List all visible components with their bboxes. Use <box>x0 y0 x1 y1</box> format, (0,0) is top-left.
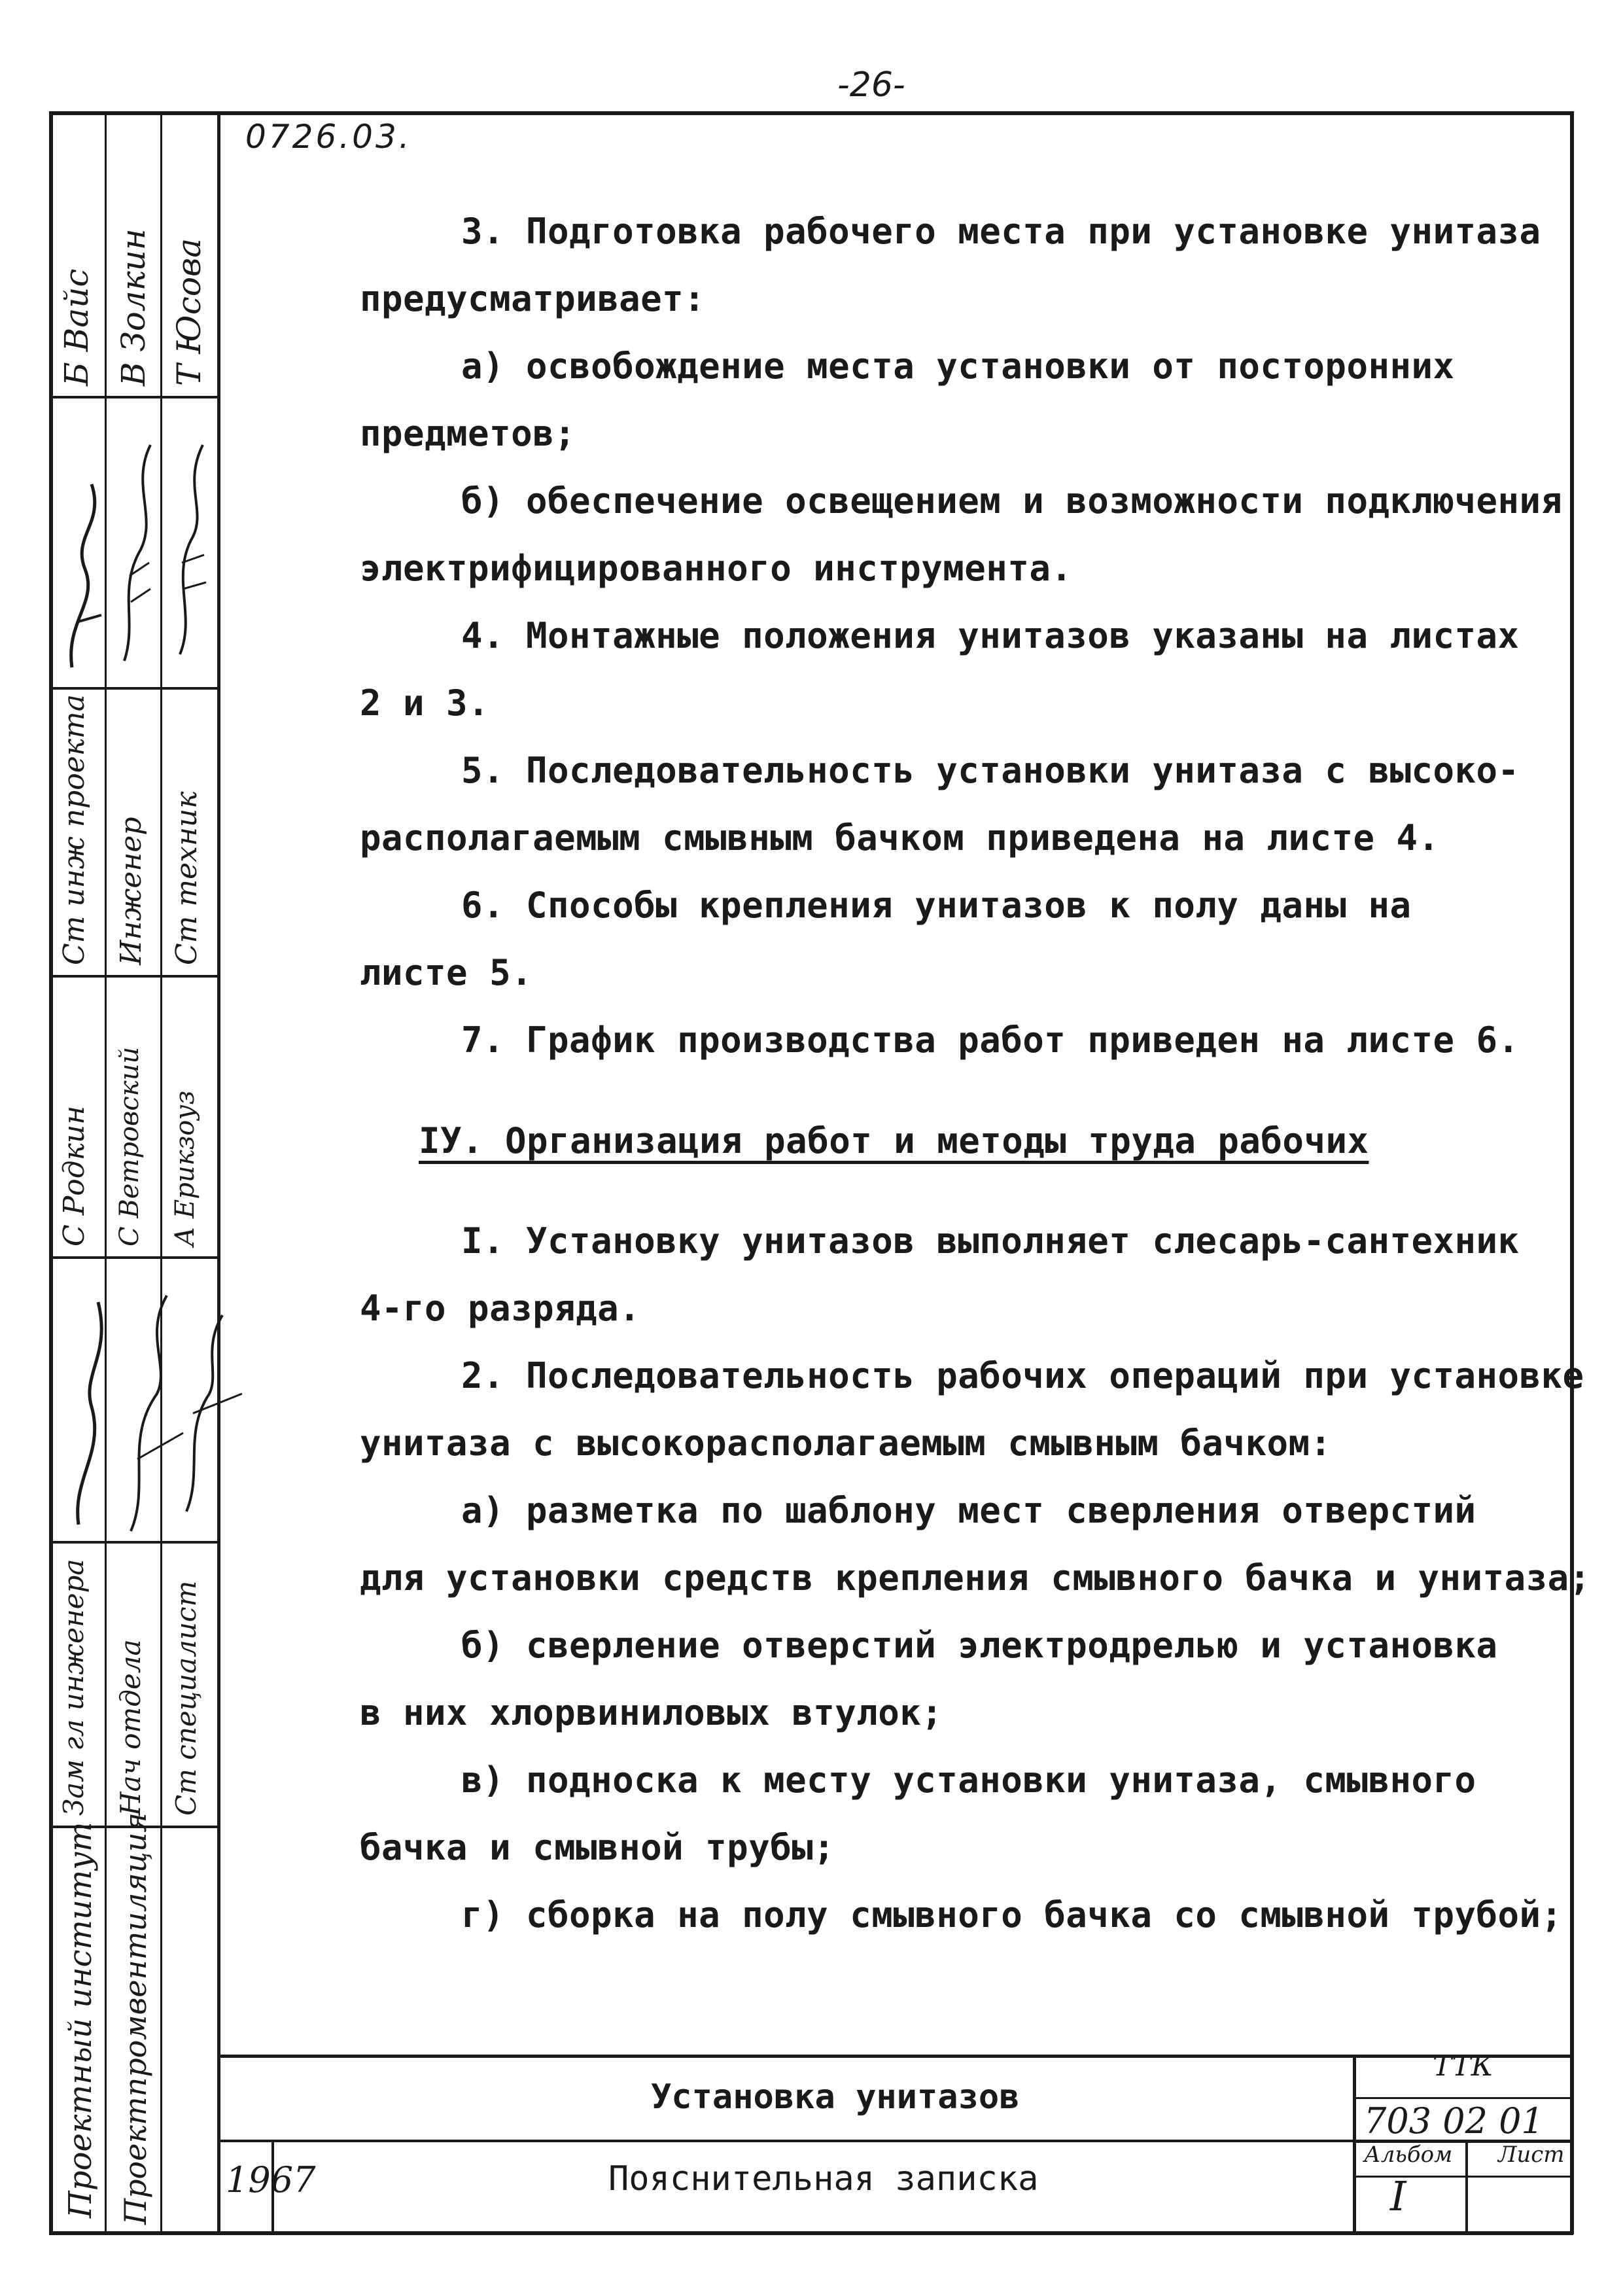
title-block-title: Установка унитазов <box>651 2077 1020 2117</box>
stamp-role-5: Нач отдела <box>114 1639 147 1816</box>
stamp-name-6: А Ерикзоуз <box>170 1090 200 1246</box>
text-line: 2 и 3. <box>360 682 490 724</box>
title-block-year: 1967 <box>226 2159 316 2200</box>
stamp-role-2: Инженер <box>114 817 148 965</box>
stamp-org-2: Проектпромвентиляция <box>118 1812 153 2225</box>
title-block-sheet-label: Лист <box>1498 2142 1565 2168</box>
page-number: -26- <box>837 65 905 105</box>
text-line: предметов; <box>360 413 576 454</box>
text-line: в них хлорвиниловых втулок; <box>360 1692 943 1733</box>
text-line: 4-го разряда. <box>360 1288 641 1329</box>
stamp-name-5: С Ветровский <box>114 1046 145 1246</box>
stamp-role-4: Зам гл инженера <box>58 1559 90 1816</box>
text-line: а) разметка по шаблону мест сверления отверстий <box>461 1490 1476 1531</box>
text-line: для установки средств крепления смывного бачка и унитаза; <box>360 1557 1591 1598</box>
title-block-code: 703 02 01 <box>1364 2100 1544 2142</box>
document-code: 0726.03. <box>245 118 412 156</box>
stamp-name-4: С Родкин <box>58 1105 91 1246</box>
text-line: 7. График производства работ приведен на листе 6. <box>461 1019 1520 1061</box>
section-heading: IУ. Организация работ и методы труда рабочих <box>419 1120 1369 1161</box>
frame-right <box>1570 111 1574 2234</box>
text-line: 5. Последовательность установки унитаза с высоко- <box>461 750 1520 791</box>
frame-top <box>49 111 1573 115</box>
text-line: б) обеспечение освещением и возможности подключения <box>461 480 1563 521</box>
text-line: в) подноска к месту установки унитаза, смывного <box>461 1759 1476 1801</box>
stamp-org-1: Проектный институт <box>62 1822 99 2218</box>
text-line: листе 5. <box>360 952 533 993</box>
text-line: унитаза с высокорасполагаемым смывным бачком: <box>360 1422 1332 1464</box>
stamp-role-6: Ст специалист <box>170 1580 202 1816</box>
frame-bottom <box>49 2231 1573 2235</box>
text-line: 3. Подготовка рабочего места при установке унитаза <box>461 211 1541 252</box>
text-line: I. Установку унитазов выполняет слесарь-сантехник <box>461 1220 1520 1262</box>
text-line: 6. Способы крепления унитазов к полу даны на <box>461 885 1412 926</box>
title-block-code-label: ТТК <box>1433 2049 1493 2083</box>
text-line: 2. Последовательность рабочих операций при установке <box>461 1355 1584 1396</box>
title-block-album-label: Альбом <box>1364 2142 1453 2168</box>
text-line: предусматривает: <box>360 278 706 319</box>
text-line: 4. Монтажные положения унитазов указаны на листах <box>461 615 1520 656</box>
stamp-name-2: В Золкин <box>114 228 152 386</box>
text-line: б) сверление отверстий электродрелью и установка <box>461 1625 1498 1666</box>
text-line: а) освобождение места установки от посторонних <box>461 345 1455 387</box>
title-block-subtitle: Пояснительная записка <box>608 2159 1039 2199</box>
text-line: бачка и смывной трубы; <box>360 1827 835 1868</box>
text-line: г) сборка на полу смывного бачка со смывной трубой; <box>461 1894 1563 1935</box>
stamp-name-3: Т Юсова <box>170 238 208 386</box>
text-line: электрифицированного инструмента. <box>360 548 1073 589</box>
signature-group-2 <box>52 1263 249 1538</box>
signature-group-1 <box>52 406 222 680</box>
stamp-role-1: Ст инж проекта <box>58 694 91 965</box>
text-line: располагаемым смывным бачком приведена на листе 4. <box>360 817 1440 858</box>
stamp-name-1: Б Вайс <box>58 268 96 386</box>
title-block-album-value: I <box>1390 2172 1406 2220</box>
stamp-role-3: Ст техник <box>170 791 203 965</box>
